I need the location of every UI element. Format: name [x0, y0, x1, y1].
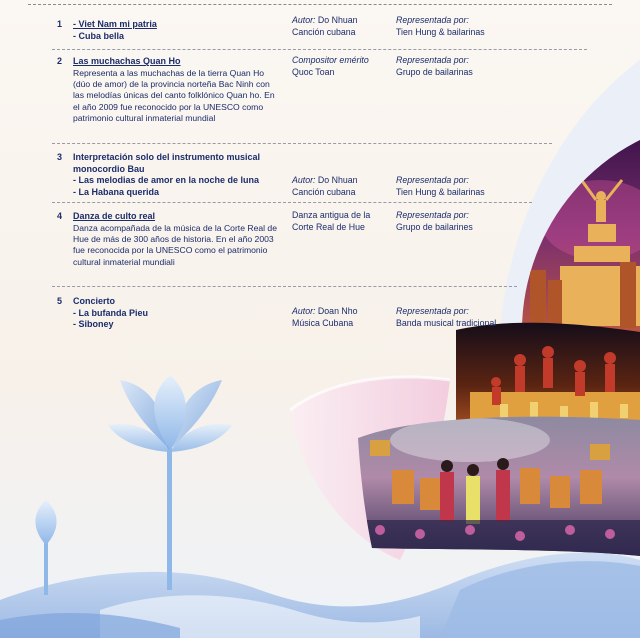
performer-name: Banda musical tradicional	[396, 317, 497, 328]
program-item-title	[73, 296, 283, 331]
program-item-title-line: - Cuba bella	[73, 30, 125, 41]
program-divider	[52, 143, 552, 144]
program-item-description: Representa a las muchachas de la tierra Quan Ho (dúo de amor) de la provincia norteña Bac Ninh con las melodías únicas del canto folklónico Quan ho. En el año 2009 fue reconocido por la UNESCO como patrimonio cultural inmaterial mundial	[73, 68, 275, 123]
credit-role: Compositor emérito	[292, 55, 369, 65]
program-item-performer	[396, 55, 536, 78]
program-item-number: 3	[57, 152, 63, 162]
performer-name: Tien Hung & bailarinas	[396, 186, 485, 197]
program-divider	[52, 202, 532, 203]
program-item-performer	[396, 210, 536, 233]
program-item-credit	[292, 15, 392, 38]
credit-line: Canción cubana	[292, 26, 356, 37]
program-item-credit	[292, 210, 392, 233]
program-item-performer	[396, 175, 536, 198]
credit-role: Autor:	[292, 175, 316, 185]
performer-label: Representada por:	[396, 306, 469, 316]
performer-name: Grupo de bailarines	[396, 221, 473, 232]
performer-label: Representada por:	[396, 55, 469, 65]
program-item-title-line: - La bufanda Pieu	[73, 307, 149, 318]
credit-line: Autor: Doan Nho	[292, 306, 358, 316]
credit-line: Autor: Do Nhuan	[292, 175, 358, 185]
program-item-number: 2	[57, 56, 63, 66]
credit-line: Autor: Do Nhuan	[292, 15, 358, 25]
program-item-title	[73, 19, 283, 42]
program-item-credit	[292, 306, 392, 329]
credit-role: Autor:	[292, 306, 316, 316]
program-item-title	[73, 211, 283, 223]
credit-line: Corte Real de Hue	[292, 221, 365, 232]
program-item-title	[73, 152, 283, 198]
performer-name: Tien Hung & bailarinas	[396, 26, 485, 37]
performer-label: Representada por:	[396, 175, 469, 185]
program-item-title-line: - Las melodias de amor en la noche de luna	[73, 175, 260, 186]
program-item-performer	[396, 15, 536, 38]
credit-line: Danza antigua de la	[292, 210, 371, 220]
program-divider	[52, 286, 517, 287]
program-item-number: 1	[57, 19, 63, 29]
program-divider	[52, 49, 587, 50]
program-item-title-line: Interpretación solo del instrumento musical monocordio Bau	[73, 152, 261, 174]
program-item-title-line: Las muchachas Quan Ho	[73, 56, 181, 66]
program-item-title-line: Concierto	[73, 296, 116, 306]
program-item-credit	[292, 175, 392, 198]
program-item-title-line: - Viet Nam mi patria	[73, 19, 157, 29]
program-item-title-line: - Siboney	[73, 319, 114, 330]
credit-line: Quoc Toan	[292, 66, 335, 77]
program-item-title-line: - La Habana querida	[73, 186, 160, 197]
program-item-number: 4	[57, 211, 63, 221]
credit-role: Autor:	[292, 15, 316, 25]
program-item-description: Danza acompañada de la música de la Corte Real de Hue de más de 300 años de historia. En el año 2003 fue reconocida por la UNESCO como el patrimonio cultural inmaterial mundiali	[73, 223, 277, 267]
credit-line: Canción cubana	[292, 186, 356, 197]
program-item-number: 5	[57, 296, 63, 306]
performer-label: Representada por:	[396, 210, 469, 220]
program-item-title-line: Danza de culto real	[73, 211, 156, 221]
performer-name: Grupo de bailarinas	[396, 66, 473, 77]
performer-label: Representada por:	[396, 15, 469, 25]
program-item-title	[73, 56, 283, 68]
program-item-credit	[292, 55, 392, 78]
program-item-performer	[396, 306, 536, 329]
credit-line: Música Cubana	[292, 317, 354, 328]
